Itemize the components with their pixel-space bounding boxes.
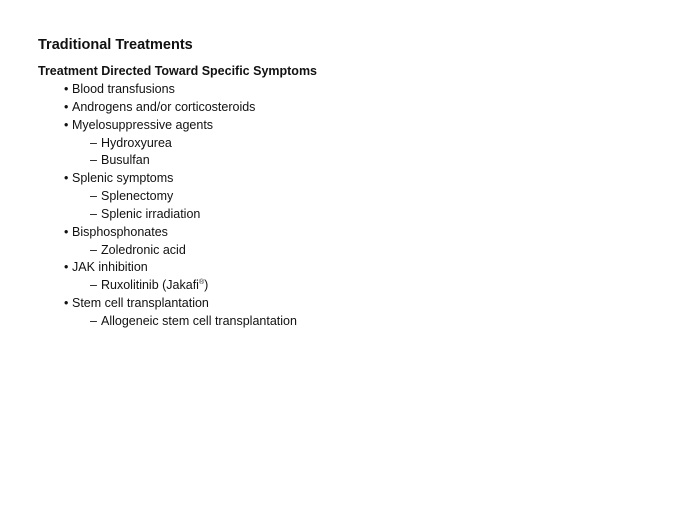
- item-text: [101, 152, 150, 170]
- dash-marker: –: [90, 153, 97, 168]
- item-label: Allogeneic stem cell transplantation: [101, 313, 297, 328]
- bullet-marker: •: [64, 82, 69, 96]
- item-text: [101, 188, 173, 206]
- item-label: Zoledronic acid: [101, 242, 186, 257]
- item-text: [72, 295, 209, 313]
- item-text: [101, 242, 186, 260]
- bullet-marker: •: [64, 171, 69, 186]
- section-heading: Treatment Directed Toward Specific Symptoms: [38, 64, 318, 78]
- item-label: Busulfan: [101, 153, 150, 168]
- item-text: [101, 277, 208, 295]
- item-label: Blood transfusions: [72, 82, 175, 96]
- item-text: [101, 135, 172, 153]
- item-label: Myelosuppressive agents: [72, 117, 214, 132]
- dash-marker: –: [90, 313, 97, 328]
- item-text: [72, 117, 213, 135]
- item-text: [101, 313, 297, 331]
- item-label: Splenectomy: [101, 189, 174, 204]
- bullet-marker: •: [64, 296, 69, 311]
- item-text: [101, 206, 200, 224]
- item-label: Splenic symptoms: [72, 171, 174, 186]
- item-label: JAK inhibition: [72, 260, 148, 275]
- dash-marker: –: [90, 135, 97, 150]
- item-label-suffix: ): [204, 278, 209, 293]
- item-label: Splenic irradiation: [101, 206, 201, 221]
- item-text: [72, 81, 175, 99]
- item-text: [72, 99, 255, 117]
- bullet-marker: •: [64, 117, 69, 132]
- registered-mark: ®: [198, 279, 205, 287]
- dash-marker: –: [90, 242, 97, 257]
- dash-marker: –: [90, 278, 97, 293]
- item-label: Ruxolitinib (Jakafi: [101, 278, 199, 293]
- item-label: Stem cell transplantation: [72, 296, 209, 311]
- dash-marker: –: [90, 189, 97, 204]
- item-label: Bisphosphonates: [72, 224, 168, 239]
- item-text: [72, 170, 173, 188]
- bullet-marker: •: [64, 224, 69, 239]
- item-text: [72, 259, 148, 277]
- item-text: [72, 224, 168, 242]
- item-label: Androgens and/or corticosteroids: [72, 99, 256, 114]
- bullet-marker: •: [64, 260, 69, 275]
- bullet-marker: •: [64, 99, 69, 114]
- item-label: Hydroxyurea: [101, 135, 172, 150]
- slide-title: Traditional Treatments: [38, 37, 193, 53]
- dash-marker: –: [90, 206, 97, 221]
